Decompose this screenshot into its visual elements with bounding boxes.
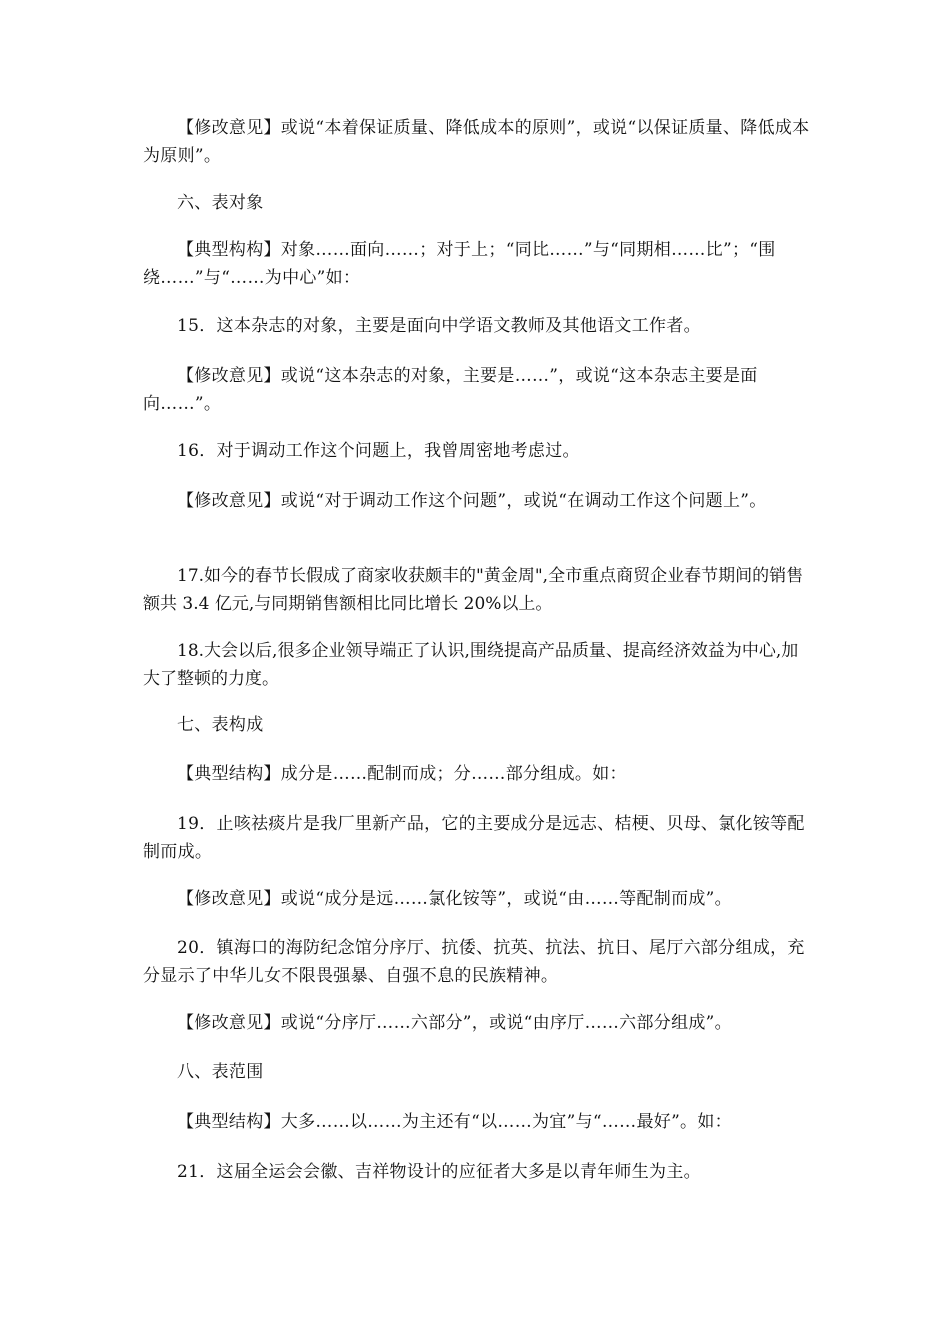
paragraph-example-17: 17.如今的春节长假成了商家收获颇丰的"黄金周",全市重点商贸企业春节期间的销售额共 3.4 亿元,与同期销售额相比同比增长 20%以上。 xyxy=(143,566,804,614)
paragraph-example-15: 15．这本杂志的对象，主要是面向中学语文教师及其他语文工作者。 xyxy=(177,316,701,336)
paragraph-revision-note-19: 【修改意见】或说“成分是远……氯化铵等”，或说“由……等配制而成”。 xyxy=(177,889,732,909)
paragraph-example-21: 21．这届全运会会徽、吉祥物设计的应征者大多是以青年师生为主。 xyxy=(177,1162,701,1182)
paragraph-example-16: 16．对于调动工作这个问题上，我曾周密地考虑过。 xyxy=(177,441,580,461)
paragraph-example-18: 18.大会以后,很多企业领导端正了认识,围绕提高产品质量、提高经济效益为中心,加大了整顿的力度。 xyxy=(143,641,799,689)
paragraph-example-20: 20．镇海口的海防纪念馆分序厅、抗倭、抗英、抗法、抗日、尾厅六部分组成，充分显示了中华儿女不限畏强暴、自强不息的民族精神。 xyxy=(143,938,805,986)
paragraph-typical-structure-composition: 【典型结构】成分是……配制而成；分……部分组成。如： xyxy=(177,764,627,784)
section-heading-scope: 八、表范围 xyxy=(177,1062,264,1082)
section-heading-composition: 七、表构成 xyxy=(177,715,264,735)
paragraph-revision-note-20: 【修改意见】或说“分序厅……六部分”，或说“由序厅……六部分组成”。 xyxy=(177,1013,732,1033)
paragraph-typical-structure-object: 【典型构构】对象……面向……；对于上；“同比……”与“同期相……比”；“围绕……”与“……为中心”如： xyxy=(143,240,776,288)
paragraph-typical-structure-scope: 【典型结构】大多……以……为主还有“以……为宜”与“……最好”。如： xyxy=(177,1112,732,1132)
paragraph-example-19: 19．止咳祛痰片是我厂里新产品，它的主要成分是远志、桔梗、贝母、氯化铵等配制而成。 xyxy=(143,814,805,862)
paragraph-revision-note-16: 【修改意见】或说“对于调动工作这个问题”，或说“在调动工作这个问题上”。 xyxy=(177,491,767,511)
section-heading-object: 六、表对象 xyxy=(177,193,264,213)
paragraph-revision-note-1: 【修改意见】或说“本着保证质量、降低成本的原则”，或说“以保证质量、降低成本为原则”。 xyxy=(143,118,810,166)
paragraph-revision-note-15: 【修改意见】或说“这本杂志的对象，主要是……”，或说“这本杂志主要是面向……”。 xyxy=(143,366,758,414)
